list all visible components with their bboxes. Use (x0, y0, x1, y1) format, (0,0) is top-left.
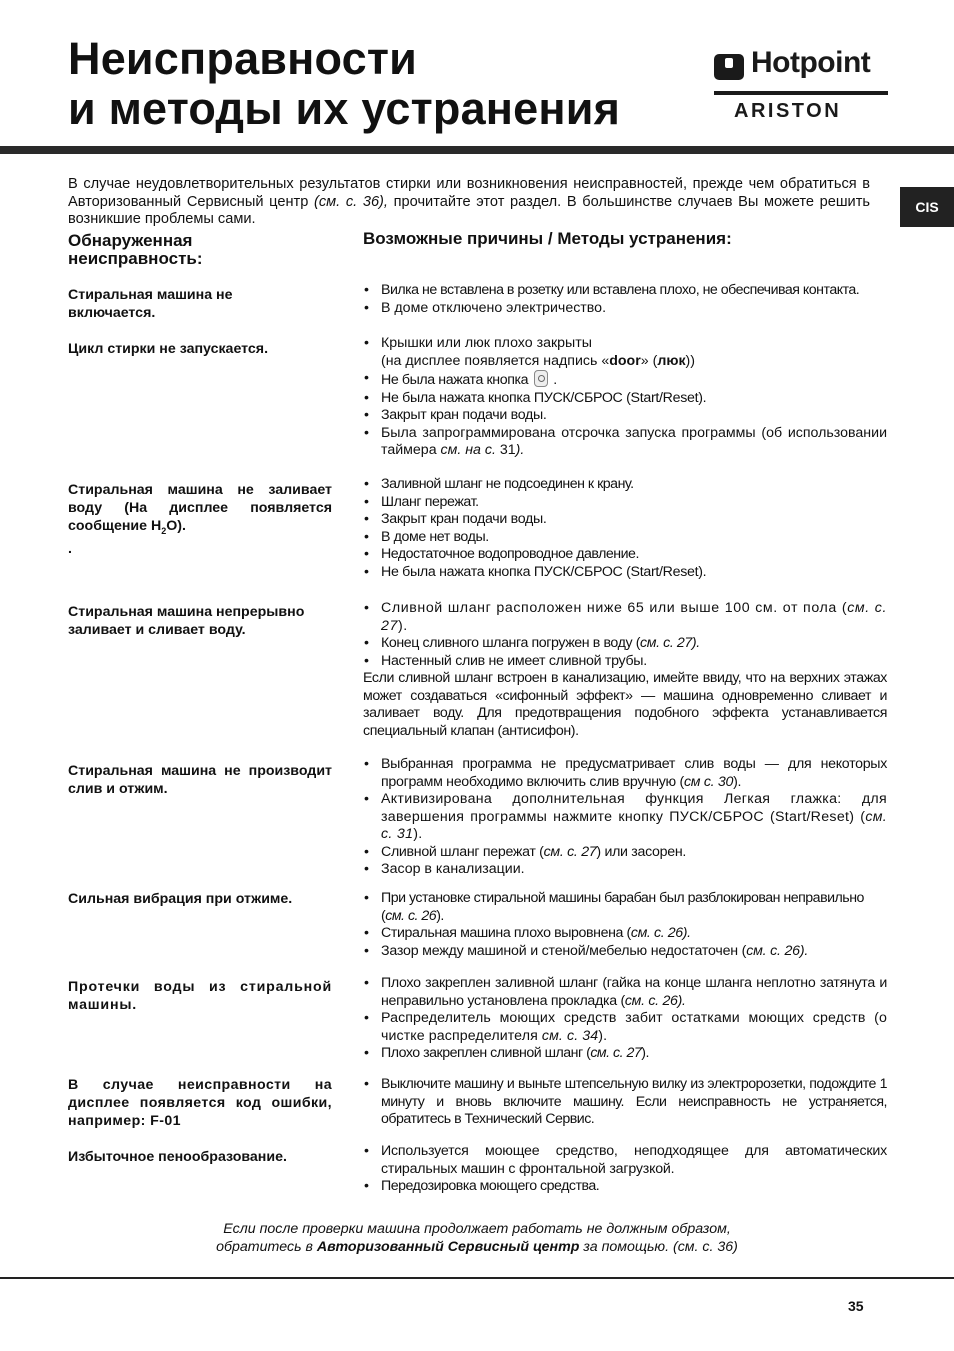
text: Плохо закреплен заливной шланг (гайка на конце шланга неплотно затянута и неправильно установлена прокладка ( (381, 975, 887, 1009)
hotpoint-ariston-logo (714, 46, 890, 125)
page-number: 35 (848, 1298, 864, 1314)
text: Выбранная программа не предусматривает слив воды — для некоторых программ необходимо включить слив вручную ( (381, 756, 887, 790)
text: Распределитель моющих средств забит остатками моющих средств (о чистке распределителя (381, 1010, 887, 1044)
footer-service-center: Авторизованный Сервисный центр (316, 1239, 580, 1255)
service-footer-note (0, 1220, 954, 1256)
list-item: • Заливной шланг не подсоединен к крану. (363, 476, 887, 494)
text: ). (436, 907, 444, 924)
list-item (363, 1045, 887, 1063)
solutions-no-water-intake (363, 476, 887, 581)
list-item: • Закрыт кран подачи воды. (363, 407, 887, 425)
text: Активизирована дополнительная функция Легкая глажка: для завершения программы нажмите кнопку ПУСК/СБРОС (Start/Reset) ( (381, 791, 887, 825)
list-item: • Недостаточное водопроводное давление. (363, 546, 887, 564)
logo-brand: Hotpoint (751, 46, 871, 79)
list-item (363, 335, 887, 370)
text: 31 (495, 442, 516, 458)
text: . (553, 372, 557, 388)
text: Была запрограммирована отсрочка запуска программы (об использовании таймера (381, 424, 887, 458)
solutions-water-leaks (363, 975, 887, 1063)
text: ). (733, 773, 742, 790)
problem-no-drain-spin: Стиральная машина не производит слив и отжим. (68, 763, 332, 797)
text-ref: см. с. 27 (590, 1045, 642, 1061)
solution-column-header: Возможные причины / Методы устранения: (363, 229, 732, 248)
text: ). (598, 1027, 608, 1044)
text: Стиральная машина плохо выровнена ( (381, 925, 631, 941)
problem-continuous-fill-drain: Стиральная машина непрерывно заливает и сливает воду. (68, 604, 305, 638)
text-ref: см. с. 27 (543, 843, 597, 860)
text: . (68, 540, 72, 557)
text: Не была нажата кнопка (381, 372, 529, 388)
title-line-1: Неисправности (68, 33, 417, 84)
siphon-note: Если сливной шланг встроен в канализацию, имейте ввиду, что на верхних этажах может создаваться «сифонный эффект» — машина одновременно сливает и заливает воду. Для предотвращения подобного эффекта устанавливается специальный клапан (антисифон). (363, 670, 887, 739)
list-item: • В доме отключено электричество. (363, 300, 887, 318)
hotpoint-mark-icon (714, 54, 744, 80)
list-item (363, 890, 887, 925)
list-item: • Вилка не вставлена в розетку или вставлена плохо, не обеспечивая контакта. (363, 282, 887, 300)
problem-excess-foam: Избыточное пенообразование. (68, 1149, 287, 1165)
power-button-icon (534, 370, 548, 387)
text: Крышки или люк плохо закрыты (381, 335, 592, 351)
text-ref: см. с. 27). (640, 635, 700, 651)
solutions-no-drain-spin (363, 756, 887, 879)
text-door: door (609, 352, 641, 369)
intro-ref: (см. с. 36), (313, 193, 388, 210)
list-item (363, 756, 887, 791)
text-ref: см. с. 31 (381, 808, 887, 842)
problem-water-leaks: Протечки воды из стиральной машины. (68, 979, 332, 1013)
text: Плохо закреплен сливной шланг ( (381, 1045, 591, 1061)
text-ref: см. с. 26). (630, 925, 691, 941)
text: Конец сливного шланга погружен в воду ( (381, 635, 641, 651)
text: При установке стиральной машины барабан был разблокирован неправильно ( (381, 890, 864, 924)
solutions-no-power (363, 282, 887, 317)
list-item (363, 370, 887, 390)
problem-error-code: В случае неисправности на дисплее появляется код ошибки, например: F-01 (68, 1077, 332, 1129)
logo-rule (714, 91, 888, 95)
text: ) или засорен. (596, 843, 687, 860)
footer-text: за помощью. (см. с. 36) (579, 1239, 738, 1255)
intro-text: В случае неудовлетворительных результатов стирки или возникновения неисправностей, прежде чем обратиться в Авторизованный Сервисный центр (68, 176, 870, 210)
list-item: • Засор в канализации. (363, 861, 887, 879)
list-item: • Закрыт кран подачи воды. (363, 511, 887, 529)
text: ). (515, 442, 525, 458)
list-item (363, 975, 887, 1010)
list-item: • Не была нажата кнопка ПУСК/СБРОС (Start/Reset). (363, 564, 887, 582)
list-item (363, 844, 887, 862)
text-ref: см. с. 26). (624, 992, 686, 1009)
text: ). (397, 617, 408, 634)
text: Сливной шланг пережат ( (381, 843, 544, 860)
text: ). (413, 826, 423, 842)
problem-column-header: Обнаруженная неисправность: (68, 231, 203, 268)
list-item: • Выключите машину и выньте штепсельную вилку из электророзетки, подождите 1 минуту и вновь включите машину. Если неисправность не устраняется, обратитесь в Технический Сервис. (363, 1076, 887, 1129)
text-ref: см. с. 34 (541, 1027, 599, 1044)
list-item (363, 1010, 887, 1045)
solutions-cycle-not-start (363, 335, 887, 460)
text: )) (685, 352, 695, 369)
list-item: • Настенный слив не имеет сливной трубы. (363, 653, 887, 671)
text-ref: см. с. 26). (746, 942, 809, 959)
page-title (68, 34, 620, 134)
problem-no-water-intake (68, 481, 332, 558)
footer-text: обратитесь в (216, 1239, 317, 1255)
solutions-excess-foam (363, 1143, 887, 1196)
text-ref: см. с. 27 (381, 600, 887, 634)
problem-cycle-not-start: Цикл стирки не запускается. (68, 341, 269, 357)
intro-paragraph (68, 176, 870, 229)
solutions-error-code (363, 1076, 887, 1129)
text-luk: люк (657, 352, 686, 369)
text: » ( (640, 352, 658, 369)
solutions-continuous-fill-drain (363, 600, 887, 670)
language-tab: CIS (900, 187, 954, 227)
list-item: • Шланг пережат. (363, 494, 887, 512)
text-ref: см с. 30 (683, 773, 734, 790)
solutions-strong-vibration (363, 890, 887, 960)
text: ). (641, 1045, 649, 1061)
text: Сливной шланг расположен ниже 65 или выше 100 см. от пола ( (381, 600, 848, 616)
list-item: • Передозировка моющего средства. (363, 1178, 887, 1196)
list-item (363, 425, 887, 460)
title-line-2: и методы их устранения (68, 83, 621, 134)
logo-sub: ARISTON (734, 100, 842, 122)
footer-line-1: Если после проверки машина продолжает работать не должным образом, (223, 1221, 731, 1237)
text-ref: см. на с. (440, 442, 496, 458)
footer-divider (0, 1277, 954, 1279)
text: Стиральная машина не заливает воду (На дисплее появляется сообщение H (68, 482, 332, 534)
header-divider (0, 146, 954, 154)
list-item: • Не была нажата кнопка ПУСК/СБРОС (Start/Reset). (363, 390, 887, 408)
list-item (363, 925, 887, 943)
list-item (363, 943, 887, 961)
list-item: • В доме нет воды. (363, 529, 887, 547)
intro-text-2: прочитайте этот раздел. В большинстве случаев Вы можете решить возникшие проблемы сами. (68, 193, 870, 227)
problem-strong-vibration: Сильная вибрация при отжиме. (68, 891, 293, 907)
text-sub: 2 (161, 525, 167, 536)
list-item: • Используется моющее средство, неподходящее для автоматических стиральных машин с фронтальной загрузкой. (363, 1143, 887, 1178)
text: (на дисплее появляется надпись « (381, 352, 610, 369)
problem-no-power: Стиральная машина не включается. (68, 287, 233, 321)
list-item (363, 791, 887, 844)
list-item (363, 600, 887, 635)
text-ref: см. с. 26 (385, 907, 437, 924)
list-item (363, 635, 887, 653)
text: Зазор между машиной и стеной/мебелью недостаточен ( (381, 942, 747, 959)
text: O). (166, 518, 186, 534)
